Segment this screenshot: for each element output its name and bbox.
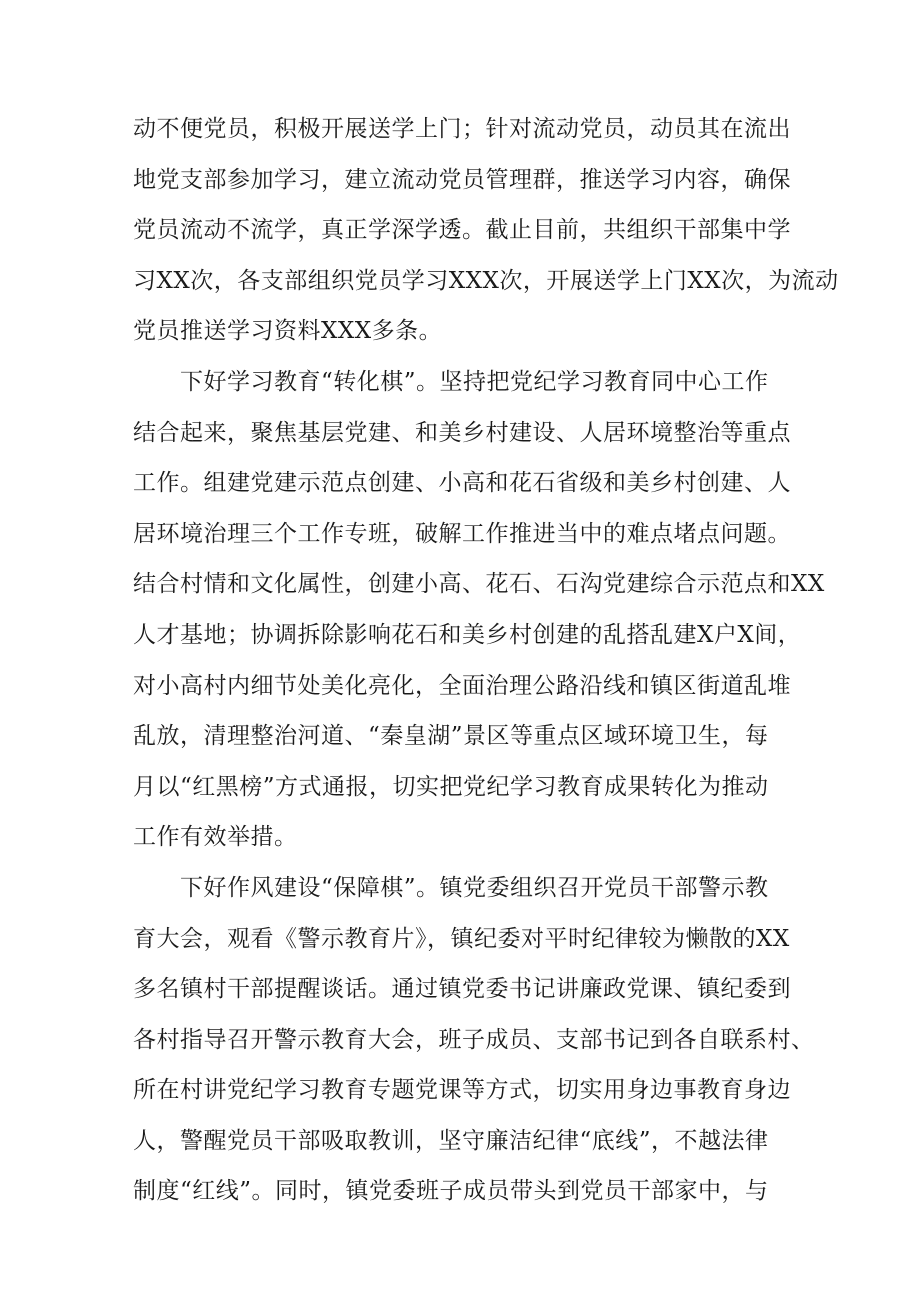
text-line: 月以“红黑榜”方式通报，切实把党纪学习教育成果转化为推动 bbox=[133, 773, 769, 800]
text-line: 各村指导召开警示教育大会，班子成员、支部书记到各自联系村、 bbox=[133, 1026, 815, 1053]
text-line: 居环境治理三个工作专班，破解工作推进当中的难点堵点问题。 bbox=[133, 520, 791, 547]
text-line: 习XX次，各支部组织党员学习XXX次，开展送学上门XX次，为流动 bbox=[133, 267, 839, 294]
text-line: 人，警醒党员干部吸取教训，坚守廉洁纪律“底线”，不越法律 bbox=[133, 1127, 769, 1154]
text-line: 结合村情和文化属性，创建小高、花石、石沟党建综合示范点和XX bbox=[133, 571, 825, 598]
text-line: 动不便党员，积极开展送学上门；针对流动党员，动员其在流出 bbox=[133, 116, 791, 142]
text-line: 多名镇村干部提醒谈话。通过镇党委书记讲廉政党课、镇纪委到 bbox=[133, 976, 791, 1003]
document-body bbox=[133, 104, 839, 1217]
text-line: 下好学习教育“转化棋”。坚持把党纪学习教育同中心工作 bbox=[180, 368, 769, 395]
paragraph-2 bbox=[133, 357, 825, 863]
text-line: 人才基地；协调拆除影响花石和美乡村创建的乱搭乱建X户X间， bbox=[133, 621, 802, 648]
text-line: 对小高村内细节处美化亮化，全面治理公路沿线和镇区街道乱堆 bbox=[133, 672, 791, 699]
text-line: 下好作风建设“保障棋”。镇党委组织召开党员干部警示教 bbox=[180, 874, 769, 901]
text-line: 育大会，观看《警示教育片》，镇纪委对平时纪律较为懒散的XX bbox=[133, 925, 790, 952]
text-line: 结合起来，聚焦基层党建、和美乡村建设、人居环境整治等重点 bbox=[133, 419, 791, 446]
text-line: 所在村讲党纪学习教育专题党课等方式，切实用身边事教育身边 bbox=[133, 1077, 791, 1104]
paragraph-1 bbox=[133, 104, 839, 357]
text-line: 地党支部参加学习，建立流动党员管理群，推送学习内容，确保 bbox=[133, 166, 791, 193]
paragraph-3 bbox=[133, 863, 813, 1217]
text-line: 工作有效举措。 bbox=[133, 824, 298, 851]
text-line: 党员流动不流学，真正学深学透。截止目前，共组织干部集中学 bbox=[133, 217, 791, 244]
text-line: 党员推送学习资料XXX多条。 bbox=[133, 318, 443, 345]
text-line: 工作。组建党建示范点创建、小高和花石省级和美乡村创建、人 bbox=[133, 470, 791, 497]
text-line: 乱放，清理整治河道、“秦皇湖”景区等重点区域环境卫生，每 bbox=[133, 723, 769, 750]
text-line: 制度“红线”。同时，镇党委班子成员带头到党员干部家中，与 bbox=[133, 1178, 769, 1205]
